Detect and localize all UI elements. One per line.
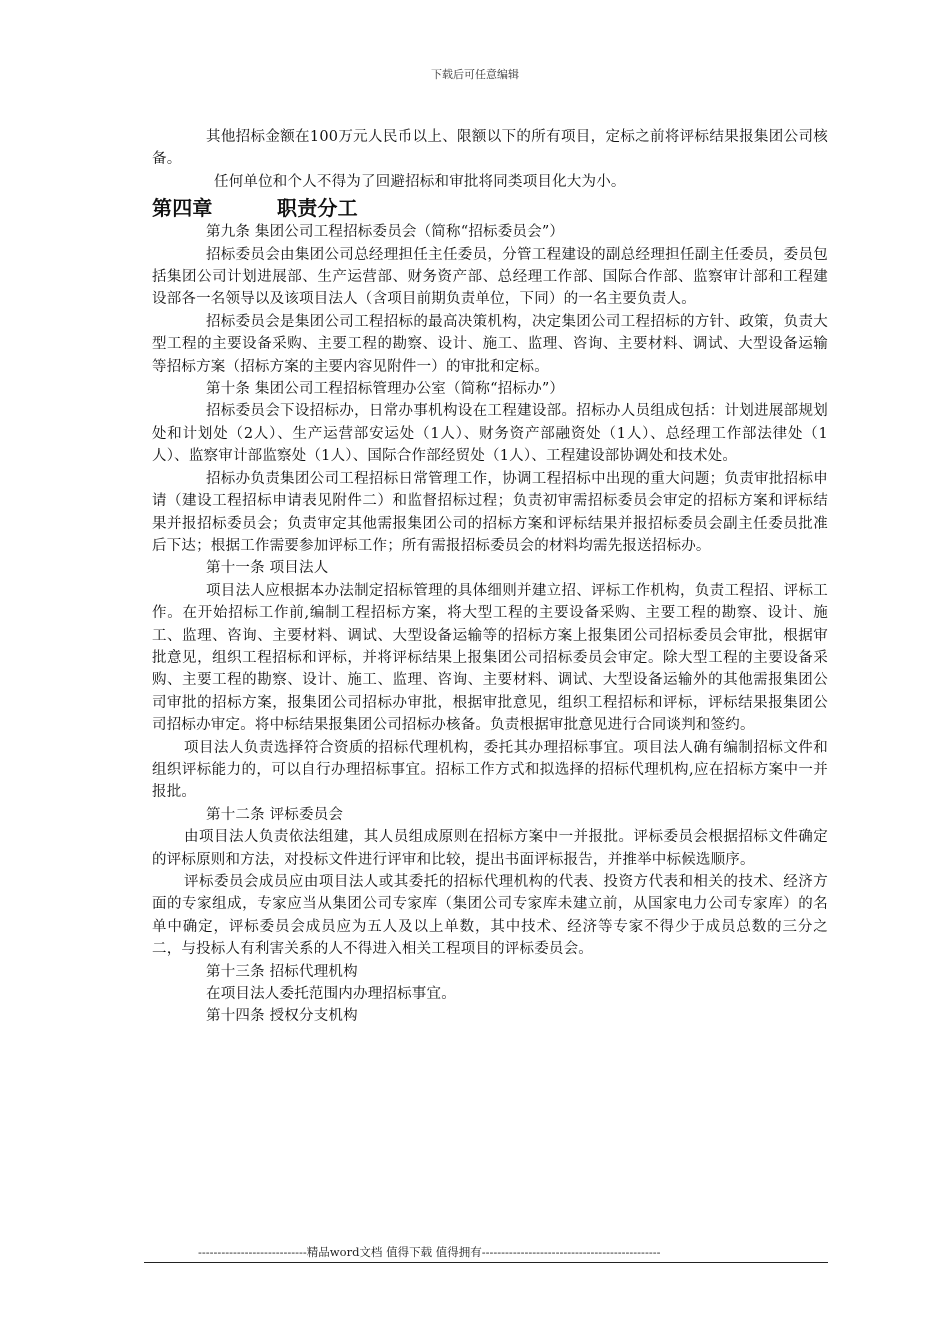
article-title: 第十一条 项目法人 — [206, 560, 329, 577]
article-title: 第十四条 授权分支机构 — [206, 1008, 358, 1025]
paragraph: 由项目法人负责依法组建，其人员组成原则在招标方案中一并报批。评标委员会根据招标文件确定的评标原则和方法，对投标文件进行评审和比较，提出书面评标报告，并推举中标候选顺序。 — [152, 829, 828, 868]
document-body — [152, 126, 828, 1028]
chapter-number: 第四章 — [152, 196, 213, 221]
paragraph: 招标委员会是集团公司工程招标的最高决策机构，决定集团公司工程招标的方针、政策，负责大型工程的主要设备采购、主要工程的勘察、设计、施工、监理、咨询、主要材料、调试、大型设备运输等招标方案（招标方案的主要内容见附件一）的审批和定标。 — [152, 313, 828, 375]
paragraph: 招标办负责集团公司工程招标日常管理工作，协调工程招标中出现的重大问题；负责审批招标申请（建设工程招标申请表见附件二）和监督招标过程；负责初审需招标委员会审定的招标方案和评标结果并报招标委员会；负责审定其他需报集团公司的招标方案和评标结果并报招标委员会副主任委员批准后下达；根据工作需要参加评标工作；所有需报招标委员会的材料均需先报送招标办。 — [152, 470, 828, 554]
paragraph: 在项目法人委托范围内办理招标事宜。 — [206, 986, 456, 1003]
paragraph: 项目法人应根据本办法制定招标管理的具体细则并建立招、评标工作机构，负责工程招、评标工作。在开始招标工作前,编制工程招标方案，将大型工程的主要设备采购、主要工程的勘察、设计、施工、监理、咨询、主要材料、调试、大型设备运输等的招标方案上报集团公司招标委员会审批，根据审批意见，组织工程招标和评标，并将评标结果上报集团公司招标委员会审定。除大型工程的主要设备采购、主要工程的勘察、设计、施工、监理、咨询、主要材料、调试、大型设备运输外的其他需报集团公司审批的招标方案，报集团公司招标办审批，根据审批意见，组织工程招标和评标，评标结果报集团公司招标办审定。将中标结果报集团公司招标办核备。负责根据审批意见进行合同谈判和签约。 — [152, 582, 828, 734]
chapter-heading — [152, 195, 828, 221]
footer-divider — [144, 1262, 828, 1263]
paragraph: 其他招标金额在100万元人民币以上、限额以下的所有项目，定标之前将评标结果报集团公司核备。 — [152, 129, 828, 168]
article-title: 第十三条 招标代理机构 — [206, 963, 358, 980]
paragraph: 招标委员会下设招标办，日常办事机构设在工程建设部。招标办人员组成包括：计划进展部规划处和计划处（2人）、生产运营部安运处（1人）、财务资产部融资处（1人）、总经理工作部法律处（1人）、监察审计部监察处（1人）、国际合作部经贸处（1人）、工程建设部协调处和技术处。 — [152, 403, 828, 465]
paragraph: 招标委员会由集团公司总经理担任主任委员，分管工程建设的副总经理担任副主任委员，委员包括集团公司计划进展部、生产运营部、财务资产部、总经理工作部、国际合作部、监察审计部和工程建设部各一名领导以及该项目法人（含项目前期负责单位，下同）的一名主要负责人。 — [152, 246, 828, 308]
paragraph: 项目法人负责选择符合资质的招标代理机构，委托其办理招标事宜。项目法人确有编制招标文件和组织评标能力的，可以自行办理招标事宜。招标工作方式和拟选择的招标代理机构,应在招标方案中一并报批。 — [152, 739, 828, 801]
article-title: 第九条 集团公司工程招标委员会（简称“招标委员会”） — [206, 224, 565, 241]
page-footer: ----------------------------精品word文档 值得下载 值得拥有---------------------------------------------- — [198, 1245, 661, 1259]
article-title: 第十条 集团公司工程招标管理办公室（简称“招标办”） — [206, 381, 565, 398]
page-header: 下载后可任意编辑 — [431, 68, 519, 81]
paragraph: 任何单位和个人不得为了回避招标和审批将同类项目化大为小。 — [214, 173, 626, 190]
paragraph: 评标委员会成员应由项目法人或其委托的招标代理机构的代表、投资方代表和相关的技术、经济方面的专家组成，专家应当从集团公司专家库（集团公司专家库未建立前，从国家电力公司专家库）的名单中确定，评标委员会成员应为五人及以上单数，其中技术、经济等专家不得少于成员总数的三分之二，与投标人有利害关系的人不得进入相关工程项目的评标委员会。 — [152, 874, 828, 958]
article-title: 第十二条 评标委员会 — [206, 806, 344, 823]
chapter-title: 职责分工 — [277, 196, 358, 221]
